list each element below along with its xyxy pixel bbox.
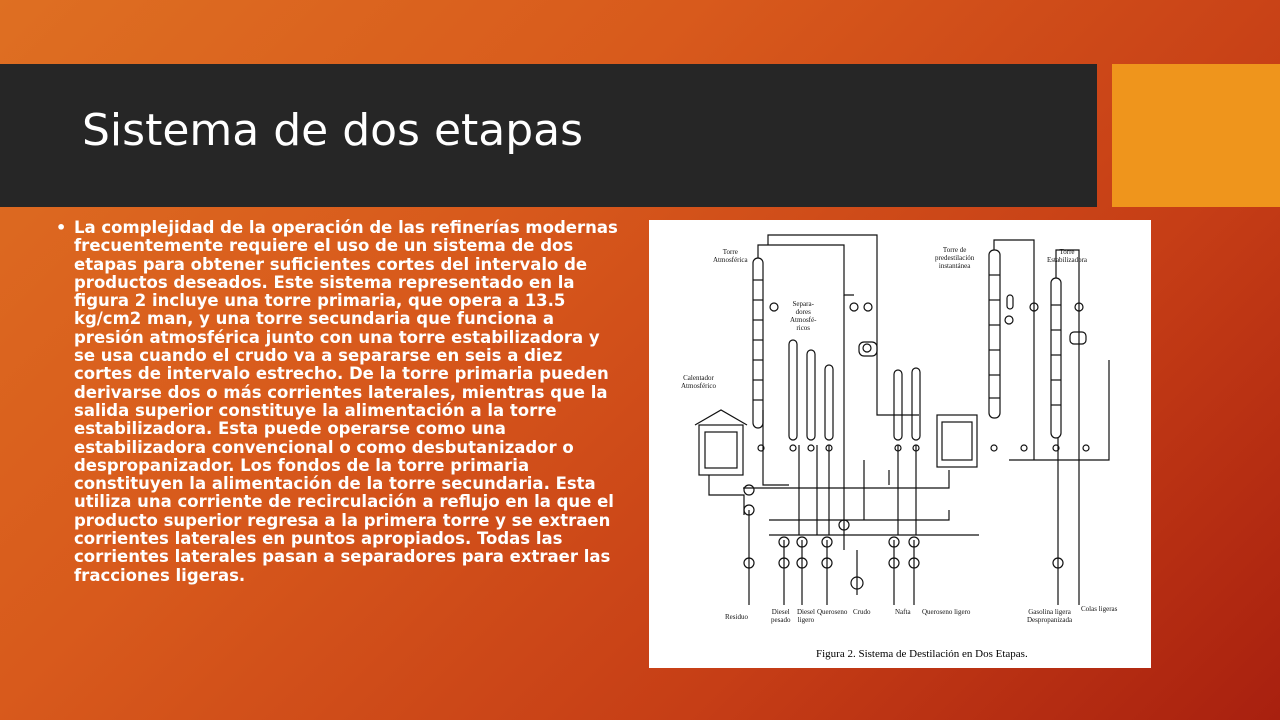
label-crudo: Crudo xyxy=(853,608,871,616)
bullet-marker: • xyxy=(56,218,67,237)
label-residuo: Residuo xyxy=(725,613,748,621)
label-separadores: Separa- dores Atmosfé- ricos xyxy=(790,300,817,332)
body-text-block xyxy=(56,219,618,585)
body-paragraph: La complejidad de la operación de las refinerías modernas frecuentemente requiere el uso de un sistema de dos etapas para obtener suficientes cortes del intervalo de productos deseados. Este sistema representado en la figura 2 incluye una torre primaria, que opera a 13.5 kg/cm2 man, y una torre secundaria que funciona a presión atmosférica junto con una torre estabilizadora y se usa cuando el crudo va a separarse en seis a diez cortes de intervalo estrecho. De la torre primaria pueden derivarse dos o más corrientes laterales, mientras que la salida superior constituye la alimentación a la torre estabilizadora. Esta puede operarse como una estabilizadora convencional o como desbutanizador o despropanizador. Los fondos de la torre primaria constituyen la alimentación de la torre secundaria. Esta utiliza una corriente de recirculación a reflujo en la que el producto superior regresa a la primera torre y se extraen corrientes laterales en puntos apropiados. Todas las corrientes laterales pasan a separadores para extraer las fracciones ligeras. xyxy=(74,218,618,585)
label-gasolina: Gasolina ligera Despropanizada xyxy=(1027,608,1073,624)
label-calentador: Calentador Atmosférico xyxy=(681,374,716,390)
label-diesel-pesado: Diesel pesado xyxy=(771,608,791,624)
slide-title: Sistema de dos etapas xyxy=(82,105,584,156)
label-torre-predestilacion: Torre de predestilación instantánea xyxy=(935,246,975,270)
label-queroseno: Queroseno xyxy=(817,608,848,616)
diagram-drawing xyxy=(649,220,1151,668)
label-colas: Colas ligeras xyxy=(1081,605,1118,613)
label-diesel-ligero: Diesel ligero xyxy=(797,608,815,624)
distillation-diagram xyxy=(649,220,1151,668)
label-torre-atmosferica: Torre Atmosférica xyxy=(713,248,748,264)
label-torre-estabilizadora: Torre Estabilizadora xyxy=(1047,248,1088,264)
label-queroseno-ligero: Queroseno ligero xyxy=(922,608,971,616)
label-nafta: Nafta xyxy=(895,608,911,616)
figure-caption: Figura 2. Sistema de Destilación en Dos Etapas. xyxy=(816,648,1028,660)
accent-box xyxy=(1112,64,1280,207)
